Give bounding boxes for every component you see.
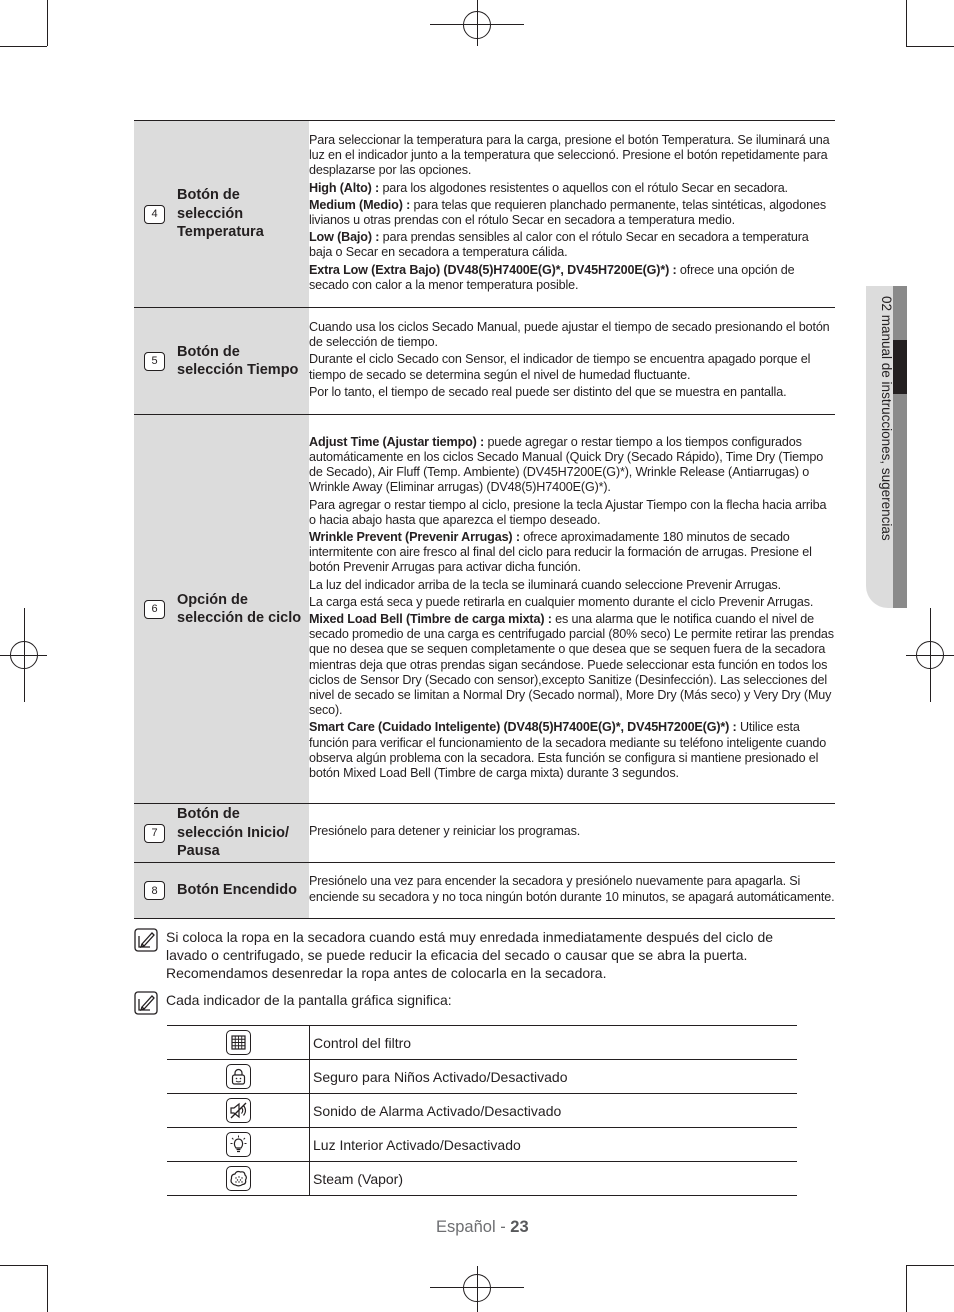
filter-icon [226, 1030, 251, 1055]
control-panel-table [134, 120, 835, 919]
indicator-label: Control del filtro [310, 1026, 798, 1060]
page-footer [436, 1218, 529, 1237]
crop-mark [906, 46, 954, 47]
paragraph-text: Presiónelo para detener y reiniciar los programas. [309, 824, 581, 839]
paragraph-text: La carga está seca y puede retirarla en cualquier momento durante el ciclo Prevenir Arrugas. [309, 594, 814, 609]
control-title: Opción de selección de ciclo [177, 591, 302, 626]
note-detangle [134, 928, 816, 982]
control-number-badge: 8 [144, 881, 165, 900]
control-row [134, 863, 835, 919]
crop-mark [906, 1265, 907, 1312]
side-tab-bar [893, 286, 907, 608]
sound-off-icon [226, 1098, 251, 1123]
indicator-label: Sonido de Alarma Activado/Desactivado [310, 1094, 798, 1128]
option-name: Adjust Time (Ajustar tiempo) : [309, 434, 485, 449]
description-paragraph [309, 198, 835, 228]
indicator-label: Steam (Vapor) [310, 1162, 798, 1196]
option-name: Extra Low (Extra Bajo) (DV48(5)H7400E(G)*, DV45H7200E(G)*) : [309, 262, 677, 277]
control-title: Botón de selección Temperatura [177, 187, 264, 241]
side-tab-marker [893, 340, 907, 394]
paragraph-text: Utilice esta función para verificar el funcionamiento de la secadora mediante su teléfono inteligente cuando observa algún problema con la secadora. Esta función se configura si mantiene presionado el botón Mixed Load Bell (Timbre de carga mixta) durante 3 segundos. [309, 720, 827, 781]
paragraph-text: ofrece una opción de secado con calor a la menor temperatura posible. [309, 262, 795, 292]
side-tab-label: 02 manual de instrucciones, sugerencias [879, 296, 894, 541]
control-description [309, 863, 835, 919]
description-paragraph [309, 230, 835, 260]
paragraph-text: para los algodones resistentes o aquellos con el rótulo Secar en secadora. [379, 180, 788, 195]
note-pencil-icon [134, 928, 158, 952]
control-number-badge: 7 [144, 824, 165, 843]
description-paragraph [309, 133, 835, 179]
steam-icon [226, 1166, 251, 1191]
option-name: Smart Care (Cuidado Inteligente) (DV48(5)H7400E(G)*, DV45H7200E(G)*) : [309, 720, 737, 735]
indicator-row [167, 1094, 797, 1128]
note-indicators [134, 991, 816, 1015]
paragraph-text: Para seleccionar la temperatura para la carga, presione el botón Temperatura. Se iluminará una luz en el indicador junto a la temperatura que seleccionó. Presione el botón repetidamente para desplazarse por las opciones. [309, 132, 830, 178]
paragraph-text: para telas que requieren planchado permanente, telas sintéticas, algodones livianos u otras prendas con el rótulo Secar en secadora a temperatura medio. [309, 197, 826, 227]
paragraph-text: Por lo tanto, el tiempo de secado real puede ser distinto del que se muestra en pantalla. [309, 384, 787, 399]
indicator-row [167, 1026, 797, 1060]
control-number-badge: 6 [144, 600, 165, 619]
description-paragraph [309, 385, 835, 400]
control-title: Botón de selección Inicio/ Pausa [177, 806, 290, 860]
indicator-label: Luz Interior Activado/Desactivado [310, 1128, 798, 1162]
control-description [309, 804, 835, 863]
crop-mark [906, 0, 907, 46]
indicator-table [167, 1025, 797, 1196]
light-bulb-icon [226, 1132, 251, 1157]
control-row [134, 308, 835, 415]
option-name: Low (Bajo) : [309, 230, 380, 245]
control-row [134, 415, 835, 804]
paragraph-text: La luz del indicador arriba de la tecla se iluminará cuando seleccione Prevenir Arrugas. [309, 577, 781, 592]
footer-language: Español - [436, 1218, 511, 1236]
description-paragraph [309, 612, 835, 718]
control-title: Botón de selección Tiempo [177, 343, 299, 378]
note-text: Si coloca la ropa en la secadora cuando está muy enredada inmediatamente después del ciclo de lavado o centrifugado, se puede reducir la eficacia del secado o causar que se abra la puerta. Recomendamos desenredar la ropa antes de colocarla en la secadora. [166, 929, 774, 981]
paragraph-text: es una alarma que le notifica cuando el nivel de secado promedio de una carga es centrifugado parcial (80% seco) Le permite retirar las prendas que no desea que se sequen completamente o que desea que se sequen fuera de la secadora mientras deja que otras prendas sigan secándose. Puede seleccionar esta función en todos los ciclos de Sensor Dry (Secado con sensor),excepto Sanitize (Desinfección). Las selecciones del nivel de secado se limitan a Normal Dry (Secado normal), More Dry (Más seco) y Very Dry (Muy seco). [309, 612, 834, 718]
description-paragraph [309, 181, 835, 196]
paragraph-text: Cuando usa los ciclos Secado Manual, puede ajustar el tiempo de secado presionando el botón de selección de tiempo. [309, 319, 830, 350]
control-number-badge: 4 [144, 205, 165, 224]
description-paragraph [309, 498, 835, 528]
paragraph-text: Para agregar o restar tiempo al ciclo, presione la tecla Ajustar Tiempo con la flecha hacia arriba o hacia abajo hasta que aparezca el tiempo deseado. [309, 497, 827, 527]
indicator-label: Seguro para Niños Activado/Desactivado [310, 1060, 798, 1094]
description-paragraph [309, 824, 835, 839]
description-paragraph [309, 320, 835, 350]
control-description [309, 121, 835, 308]
option-name: Mixed Load Bell (Timbre de carga mixta) : [309, 612, 552, 626]
crop-mark [47, 1265, 48, 1312]
page-number: 23 [510, 1218, 529, 1236]
paragraph-text: ofrece aproximadamente 180 minutos de secado intermitente con aire fresco al final del ciclo para reducir la formación de arrugas. Presione el botón Prevenir Arrugas para activar dicha función. [309, 529, 812, 575]
child-lock-icon [226, 1064, 251, 1089]
crop-mark [906, 1265, 954, 1266]
description-paragraph [309, 595, 835, 610]
paragraph-text: Durante el ciclo Secado con Sensor, el indicador de tiempo se encuentra apagado porque el tiempo de secado se determina según el nivel de humedad fluctuante. [309, 352, 811, 382]
indicator-row [167, 1162, 797, 1196]
description-paragraph [309, 578, 835, 593]
crop-mark [0, 1265, 47, 1266]
description-paragraph [309, 263, 835, 293]
description-paragraph [309, 435, 835, 496]
note-text: Cada indicador de la pantalla gráfica significa: [166, 992, 452, 1008]
control-description [309, 308, 835, 415]
description-paragraph [309, 352, 835, 382]
control-row [134, 804, 835, 863]
control-description [309, 415, 835, 804]
paragraph-text: para prendas sensibles al calor con el rótulo Secar en secadora a temperatura baja o Secar en secadora a temperatura cálida. [309, 230, 809, 260]
description-paragraph [309, 874, 835, 904]
description-paragraph [309, 530, 835, 576]
description-paragraph [309, 720, 835, 781]
crop-mark [0, 46, 47, 47]
control-number-badge: 5 [144, 352, 165, 371]
option-name: Medium (Medio) : [309, 197, 411, 212]
control-title: Botón Encendido [177, 882, 298, 899]
indicator-row [167, 1060, 797, 1094]
note-pencil-icon [134, 991, 158, 1015]
option-name: High (Alto) : [309, 180, 380, 195]
paragraph-text: puede agregar o restar tiempo a los tiempos configurados automáticamente en los ciclos Secado Manual (Quick Dry (Secado Rápido), Time Dry (Tiempo de Secado), Air Fluff (Temp. Ambiente) (DV45H7200E(G)*), Wrinkle Release (Antiarrugas) o Wrinkle Away (Eliminar arrugas) (DV48(5)H7400E(G)*). [309, 434, 824, 495]
option-name: Wrinkle Prevent (Prevenir Arrugas) : [309, 529, 520, 544]
paragraph-text: Presiónelo una vez para encender la secadora y presiónelo nuevamente para apagarla. Si enciende su secadora y no toca ningún botón durante 10 minutos, se apagará automáticamente. [309, 874, 835, 904]
control-row [134, 121, 835, 308]
crop-mark [47, 0, 48, 46]
indicator-row [167, 1128, 797, 1162]
